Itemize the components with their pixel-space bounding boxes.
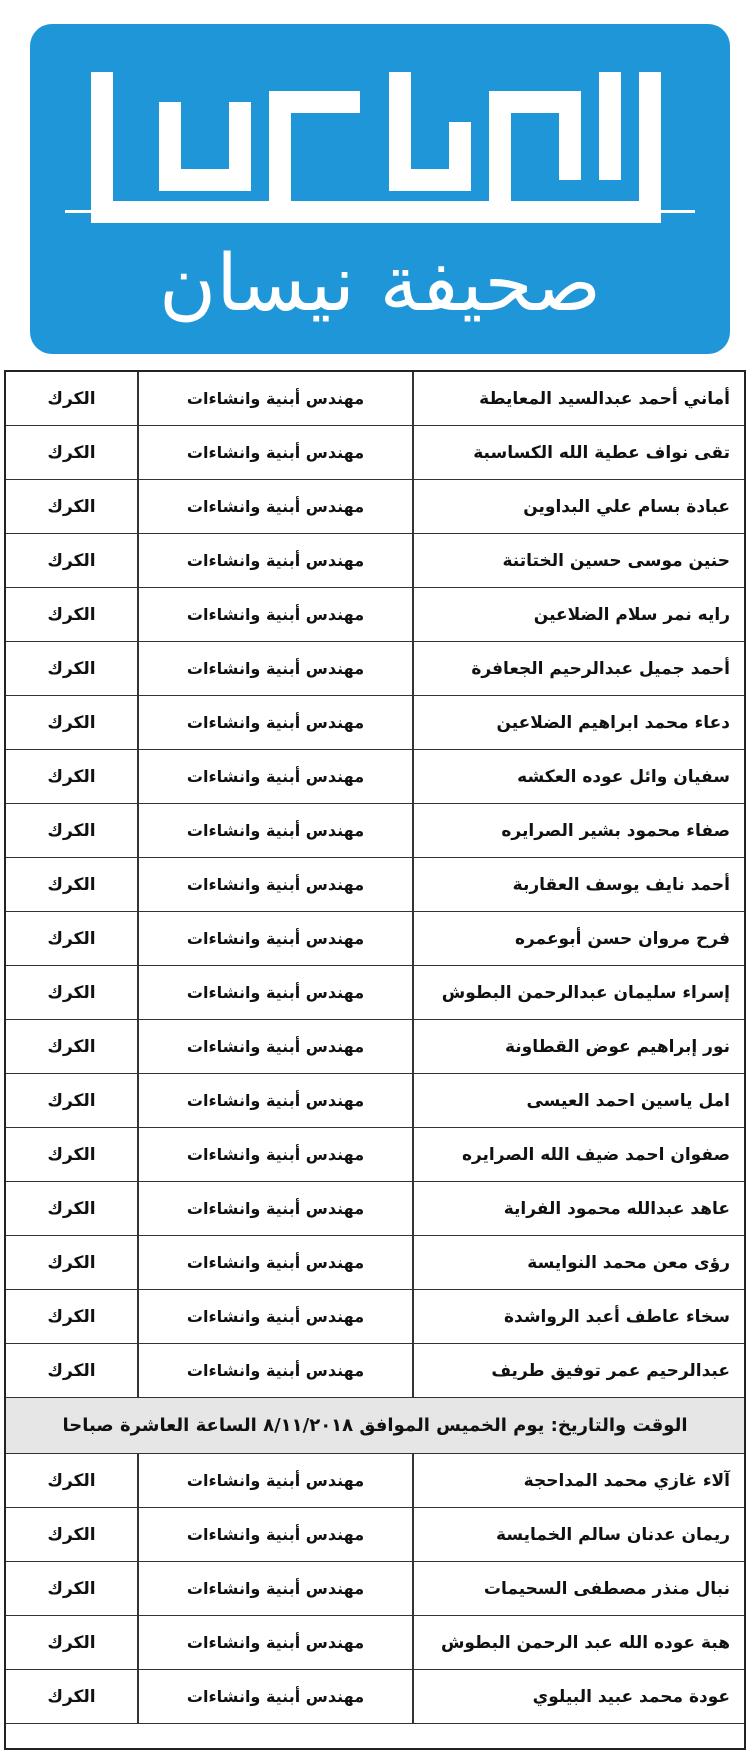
- table-row: [6, 1562, 744, 1616]
- table-row: [6, 1670, 744, 1724]
- candidate-name: سفيان وائل عوده العكشه: [412, 750, 744, 803]
- specialty: مهندس أبنية وانشاءات: [137, 1182, 412, 1235]
- specialty: مهندس أبنية وانشاءات: [137, 588, 412, 641]
- specialty: مهندس أبنية وانشاءات: [137, 1616, 412, 1669]
- candidate-name: آلاء غازي محمد المداحجة: [412, 1454, 744, 1507]
- candidate-name: أحمد نايف يوسف العقاربة: [412, 858, 744, 911]
- specialty: مهندس أبنية وانشاءات: [137, 858, 412, 911]
- candidate-name: عبدالرحيم عمر توفيق طريف: [412, 1344, 744, 1397]
- newspaper-banner: [30, 24, 730, 354]
- candidate-name: أحمد جميل عبدالرحيم الجعافرة: [412, 642, 744, 695]
- candidate-name: سخاء عاطف أعبد الرواشدة: [412, 1290, 744, 1343]
- table-row: [6, 1290, 744, 1344]
- city: الكرك: [47, 442, 96, 463]
- table-row: [6, 912, 744, 966]
- city: الكرك: [47, 1524, 96, 1545]
- city: الكرك: [47, 982, 96, 1003]
- table-row: [6, 1182, 744, 1236]
- city: الكرك: [47, 550, 96, 571]
- city: الكرك: [47, 658, 96, 679]
- city: الكرك: [47, 1036, 96, 1057]
- table-row: [6, 642, 744, 696]
- candidate-name: رؤى معن محمد النوايسة: [412, 1236, 744, 1289]
- specialty: مهندس أبنية وانشاءات: [137, 1290, 412, 1343]
- table-row: [6, 750, 744, 804]
- candidate-name: امل ياسين احمد العيسى: [412, 1074, 744, 1127]
- city: الكرك: [47, 604, 96, 625]
- newspaper-title: صحيفة نيسان: [158, 239, 602, 329]
- table-row: [6, 426, 744, 480]
- table-row: [6, 480, 744, 534]
- specialty: مهندس أبنية وانشاءات: [137, 912, 412, 965]
- candidate-name: ريمان عدنان سالم الخمايسة: [412, 1508, 744, 1561]
- city: الكرك: [47, 1632, 96, 1653]
- candidate-name: دعاء محمد ابراهيم الضلاعين: [412, 696, 744, 749]
- specialty: مهندس أبنية وانشاءات: [137, 642, 412, 695]
- table-row: [6, 966, 744, 1020]
- specialty: مهندس أبنية وانشاءات: [137, 372, 412, 425]
- candidate-name: عودة محمد عبيد البيلوي: [412, 1670, 744, 1723]
- candidate-name: هبة عوده الله عبد الرحمن البطوش: [412, 1616, 744, 1669]
- table-row: [6, 1128, 744, 1182]
- specialty: مهندس أبنية وانشاءات: [137, 696, 412, 749]
- city: الكرك: [47, 496, 96, 517]
- table-row: [6, 1616, 744, 1670]
- candidate-name: تقى نواف عطية الله الكساسبة: [412, 426, 744, 479]
- city: الكرك: [47, 1578, 96, 1599]
- candidate-name: عبادة بسام علي البداوين: [412, 480, 744, 533]
- table-row: [6, 534, 744, 588]
- table-row: [6, 588, 744, 642]
- table-row: [6, 372, 744, 426]
- specialty: مهندس أبنية وانشاءات: [137, 1020, 412, 1073]
- specialty: مهندس أبنية وانشاءات: [137, 1454, 412, 1507]
- city: الكرك: [47, 1360, 96, 1381]
- time-date-row: الوقت والتاريخ: يوم الخميس الموافق ٨/١١/٢٠١٨ الساعة العاشرة صباحا: [6, 1398, 744, 1454]
- table-row: [6, 696, 744, 750]
- city: الكرك: [47, 1686, 96, 1707]
- candidate-name: حنين موسى حسين الختاتنة: [412, 534, 744, 587]
- specialty: مهندس أبنية وانشاءات: [137, 1074, 412, 1127]
- specialty: مهندس أبنية وانشاءات: [137, 1236, 412, 1289]
- table-row: [6, 1020, 744, 1074]
- specialty: مهندس أبنية وانشاءات: [137, 804, 412, 857]
- banner-divider: [65, 210, 695, 213]
- specialty: مهندس أبنية وانشاءات: [137, 1670, 412, 1723]
- city: الكرك: [47, 712, 96, 733]
- table-row: [6, 804, 744, 858]
- candidate-name: رايه نمر سلام الضلاعين: [412, 588, 744, 641]
- table-body-after: [6, 1454, 744, 1724]
- candidate-name: فرح مروان حسن أبوعمره: [412, 912, 744, 965]
- city: الكرك: [47, 766, 96, 787]
- specialty: مهندس أبنية وانشاءات: [137, 426, 412, 479]
- city: الكرك: [47, 1470, 96, 1491]
- city: الكرك: [47, 1252, 96, 1273]
- city: الكرك: [47, 1090, 96, 1111]
- city: الكرك: [47, 1144, 96, 1165]
- table-row: [6, 858, 744, 912]
- specialty: مهندس أبنية وانشاءات: [137, 1508, 412, 1561]
- specialty: مهندس أبنية وانشاءات: [137, 966, 412, 1019]
- logo-icon: [90, 62, 672, 230]
- candidates-table: [4, 370, 746, 1750]
- candidate-name: نور إبراهيم عوض القطاونة: [412, 1020, 744, 1073]
- specialty: مهندس أبنية وانشاءات: [137, 1344, 412, 1397]
- candidate-name: أماني أحمد عبدالسيد المعايطة: [412, 372, 744, 425]
- city: الكرك: [47, 1198, 96, 1219]
- candidate-name: إسراء سليمان عبدالرحمن البطوش: [412, 966, 744, 1019]
- candidate-name: صفوان احمد ضيف الله الصرايره: [412, 1128, 744, 1181]
- specialty: مهندس أبنية وانشاءات: [137, 534, 412, 587]
- table-row: [6, 1236, 744, 1290]
- specialty: مهندس أبنية وانشاءات: [137, 1562, 412, 1615]
- candidate-name: صفاء محمود بشير الصرايره: [412, 804, 744, 857]
- city: الكرك: [47, 820, 96, 841]
- city: الكرك: [47, 1306, 96, 1327]
- specialty: مهندس أبنية وانشاءات: [137, 480, 412, 533]
- city: الكرك: [47, 388, 96, 409]
- candidate-name: نبال منذر مصطفى السحيمات: [412, 1562, 744, 1615]
- table-row: [6, 1074, 744, 1128]
- city: الكرك: [47, 928, 96, 949]
- city: الكرك: [47, 874, 96, 895]
- candidate-name: عاهد عبدالله محمود الفراية: [412, 1182, 744, 1235]
- table-row: [6, 1454, 744, 1508]
- specialty: مهندس أبنية وانشاءات: [137, 750, 412, 803]
- table-row: [6, 1344, 744, 1398]
- specialty: مهندس أبنية وانشاءات: [137, 1128, 412, 1181]
- table-body-before: [6, 372, 744, 1398]
- table-row: [6, 1508, 744, 1562]
